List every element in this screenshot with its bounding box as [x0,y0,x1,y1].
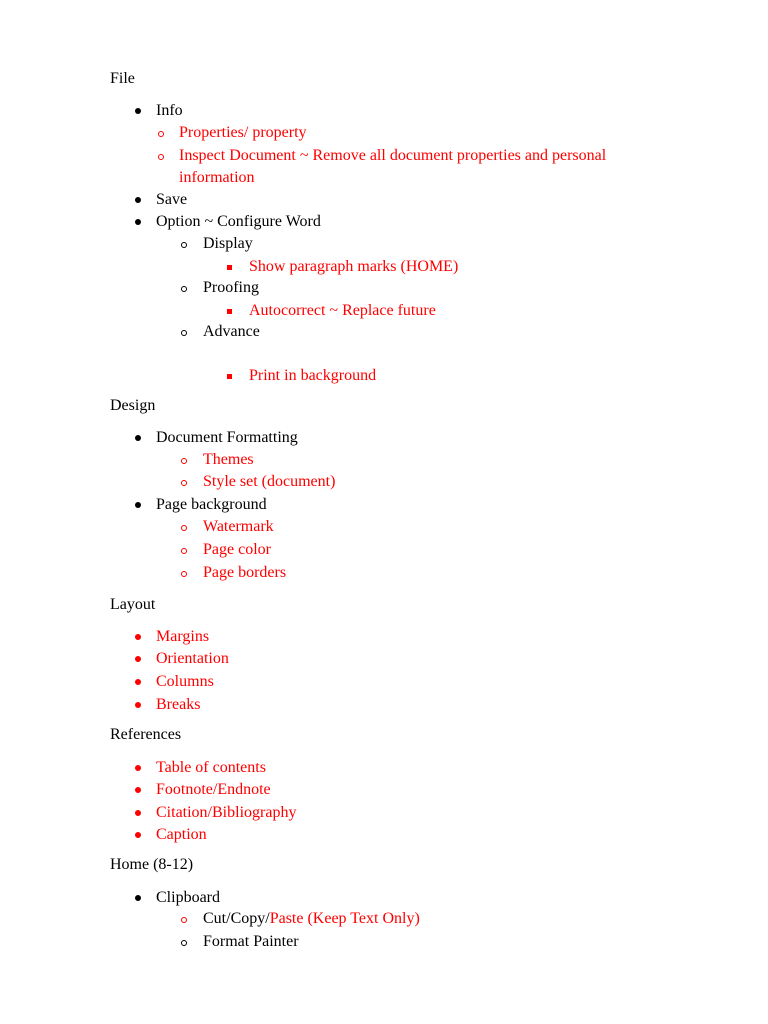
bullet-circle-icon [181,242,187,248]
item-label: Table of contents [156,759,266,776]
bullet-square-icon [227,374,232,379]
bullet-dot-icon [135,219,141,225]
item-label: Page borders [203,564,287,581]
bullet-circle-icon [181,571,187,577]
bullet-dot-icon [135,502,141,508]
bullet-dot-icon [135,108,141,114]
item-label: Footnote/Endnote [156,781,271,798]
item-label: Columns [156,673,214,690]
item-label: Autocorrect ~ Replace future [249,302,436,319]
item-label: Properties/ property [179,124,307,141]
heading-home: Home (8-12) [110,856,194,873]
bullet-circle-icon [181,940,187,946]
bullet-circle-icon [181,330,187,336]
item-label: Themes [203,451,254,468]
item-label: Format Painter [203,933,299,950]
bullet-circle-icon [181,525,187,531]
bullet-dot-icon [135,832,141,838]
bullet-square-icon [227,309,232,314]
item-label: Page background [156,496,267,513]
item-label: Print in background [249,367,377,384]
item-label: Citation/Bibliography [156,804,297,821]
bullet-dot-icon [135,895,141,901]
item-label: Save [156,191,188,208]
item-label: Orientation [156,650,229,667]
item-label: Caption [156,826,207,843]
cut-copy-text: Cut/Copy/ [203,910,270,927]
bullet-circle-icon [181,548,187,554]
bullet-dot-icon [135,634,141,640]
item-label: Watermark [203,518,274,535]
bullet-dot-icon [135,656,141,662]
heading-design: Design [110,397,156,414]
heading-layout: Layout [110,596,156,613]
bullet-dot-icon [135,702,141,708]
bullet-circle-icon [181,480,187,486]
bullet-circle-icon [181,458,187,464]
item-label: Document Formatting [156,429,298,446]
bullet-circle-icon [181,286,187,292]
item-label: Page color [203,541,271,558]
bullet-dot-icon [135,197,141,203]
item-label: Margins [156,628,210,645]
item-label: Inspect Document ~ Remove all document properties and personal [179,147,607,164]
item-label-continued: information [179,169,255,186]
bullet-dot-icon [135,679,141,685]
heading-file: File [110,70,135,87]
item-label: Clipboard [156,889,220,906]
bullet-square-icon [227,265,232,270]
bullet-dot-icon [135,787,141,793]
heading-references: References [110,726,182,743]
item-label: Proofing [203,279,259,296]
bullet-circle-icon [158,154,164,160]
item-label: Breaks [156,696,201,713]
item-label: Style set (document) [203,473,336,490]
bullet-circle-icon [181,917,187,923]
item-label: Display [203,235,253,252]
item-label [203,909,420,929]
bullet-dot-icon [135,765,141,771]
bullet-dot-icon [135,435,141,441]
item-label: Show paragraph marks (HOME) [249,258,459,275]
bullet-dot-icon [135,810,141,816]
item-label: Option ~ Configure Word [156,213,321,230]
paste-text: Paste (Keep Text Only) [269,910,420,927]
bullet-circle-icon [158,131,164,137]
item-label: Advance [203,323,260,340]
item-label: Info [156,102,183,119]
